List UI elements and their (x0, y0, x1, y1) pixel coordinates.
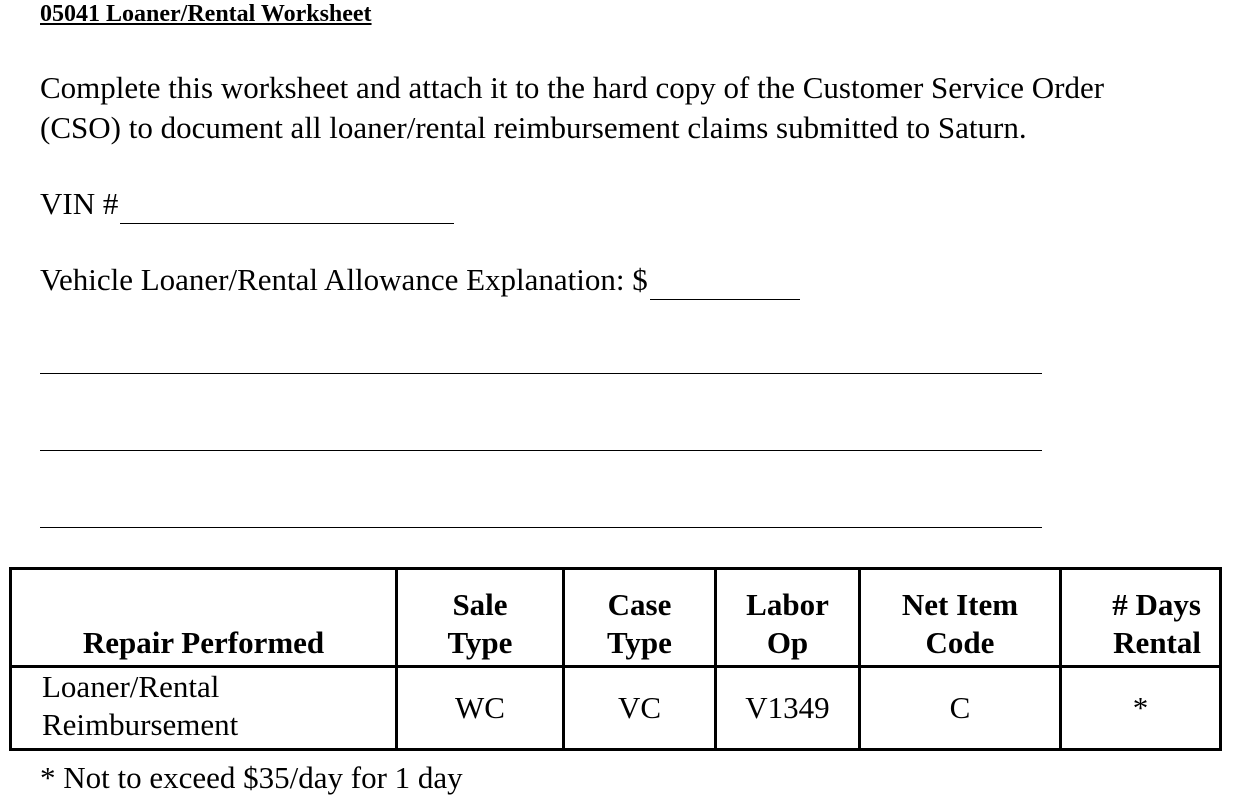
cell-sale-type: WC (397, 667, 564, 750)
document-title: 05041 Loaner/Rental Worksheet (40, 1, 372, 27)
header-line: Type (607, 625, 672, 660)
header-line: Repair Performed (82, 625, 325, 660)
explanation-line-3[interactable] (40, 527, 1042, 528)
header-line: Rental (1113, 625, 1201, 660)
cell-line: Loaner/Rental (42, 669, 220, 704)
worksheet-table (9, 567, 1222, 751)
header-line: Case (607, 587, 672, 622)
vin-label: VIN # (40, 186, 119, 221)
header-line: Type (447, 625, 513, 660)
cell-net-item-code: C (860, 667, 1061, 750)
table-row (11, 667, 1221, 750)
header-line: Code (925, 625, 995, 660)
cell-repair-performed (11, 667, 397, 750)
header-net-item-code (860, 569, 1061, 667)
instructions-line-1: Complete this worksheet and attach it to the hard copy of the Customer Service Order (40, 70, 1105, 105)
explanation-line-2[interactable] (40, 450, 1042, 451)
header-line: Sale (452, 587, 508, 622)
header-line: Op (766, 625, 809, 660)
vin-field[interactable] (120, 191, 454, 224)
header-repair-performed (11, 569, 397, 667)
table-header-row (11, 569, 1221, 667)
header-line: Labor (746, 587, 829, 622)
footnote: * Not to exceed $35/day for 1 day (40, 760, 463, 795)
allowance-label: Vehicle Loaner/Rental Allowance Explanation: $ (40, 262, 648, 297)
header-line: Net Item (901, 587, 1019, 622)
header-labor-op (716, 569, 860, 667)
header-line: # Days (1112, 587, 1201, 622)
instructions-paragraph (40, 68, 1220, 148)
header-sale-type (397, 569, 564, 667)
header-days-rental (1061, 569, 1221, 667)
vin-row (40, 184, 454, 224)
cell-labor-op: V1349 (716, 667, 860, 750)
allowance-amount-field[interactable] (650, 267, 800, 300)
header-case-type (564, 569, 716, 667)
explanation-line-1[interactable] (40, 373, 1042, 374)
cell-case-type: VC (564, 667, 716, 750)
cell-days-rental: * (1061, 667, 1221, 750)
cell-line: Reimbursement (42, 707, 239, 742)
instructions-line-2: (CSO) to document all loaner/rental reimbursement claims submitted to Saturn. (40, 110, 1027, 145)
allowance-row (40, 260, 800, 300)
